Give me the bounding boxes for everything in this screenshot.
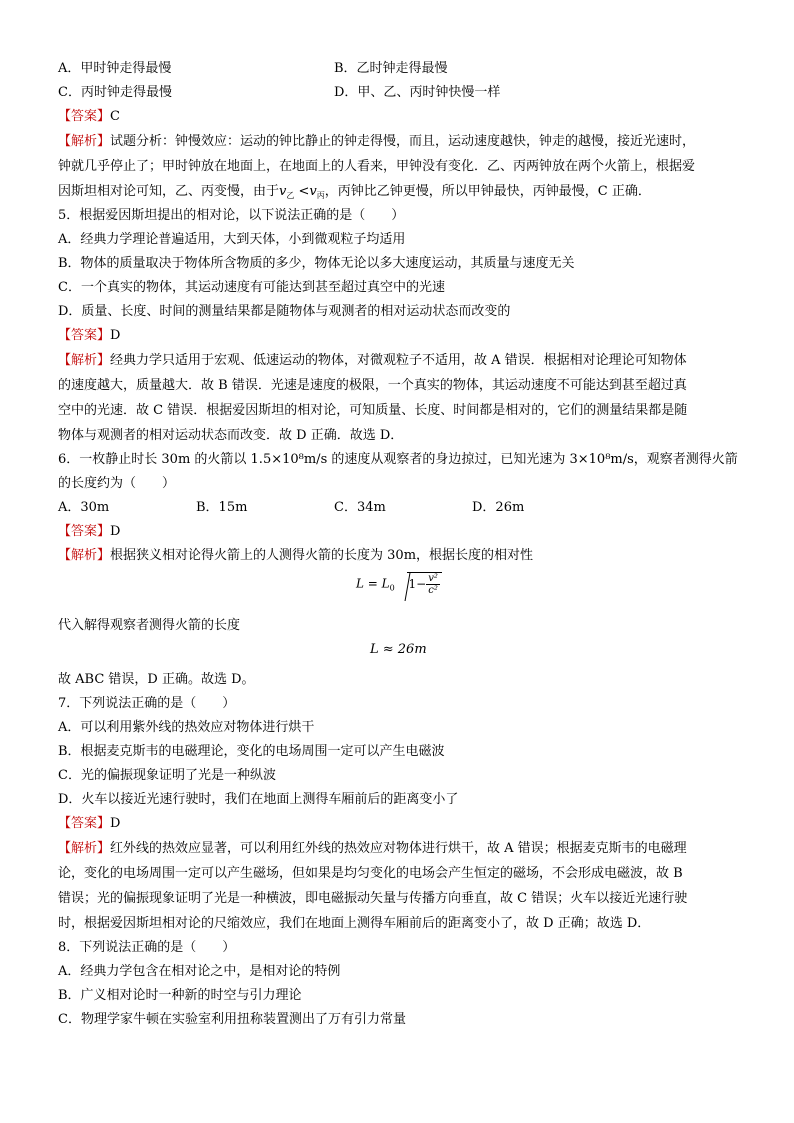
q7-explanation-line-2: 论，变化的电场周围一定可以产生磁场，但如果是均匀变化的电场会产生恒定的磁场，不会形成电磁波，故 B [58,866,683,881]
q4-explanation-line-2: 钟就几乎停止了；甲时钟放在地面上，在地面上的人看来，甲钟没有变化．乙、丙两钟放在两个火箭上，根据爱 [58,159,696,174]
document-page [58,57,738,1032]
q5-explanation-line-4: 物体与观测者的相对运动状态而改变．故 D 正确．故选 D． [58,428,404,443]
q8-option-c: C．物理学家牛顿在实验室利用扭称装置测出了万有引力常量 [58,1012,406,1027]
q6-explanation-line-1 [58,544,738,568]
q7-option-c: C．光的偏振现象证明了光是一种纵波 [58,768,276,783]
q5-option-c: C．一个真实的物体，其运动速度有可能达到甚至超过真空中的光速 [58,280,445,295]
answer-value: D [110,816,121,831]
answer-value: C [110,109,120,124]
q6-option-c: C．34m [334,500,386,515]
q4-options-row-2 [58,81,738,105]
q6-explanation-line-2: 代入解得观察者测得火箭的长度 [58,618,241,633]
q6-options-row [58,496,738,520]
q7-answer [58,812,738,836]
q7-stem: 7．下列说法正确的是（ ） [58,696,236,711]
q4-option-b: B．乙时钟走得最慢 [334,61,448,76]
answer-tag: 【答案】 [58,109,111,124]
answer-tag: 【答案】 [58,524,111,539]
q4-option-a: A．甲时钟走得最慢 [58,61,172,76]
answer-tag: 【答案】 [58,816,111,831]
explanation-tag: 【解析】 [58,548,111,563]
q5-stem: 5．根据爱因斯坦提出的相对论，以下说法正确的是（ ） [58,208,405,223]
explanation-tag: 【解析】 [58,134,111,149]
q4-option-d: D．甲、乙、丙时钟快慢一样 [334,85,501,100]
q7-explanation-line-4: 时，根据爱因斯坦相对论的尺缩效应，我们在地面上测得车厢前后的距离变小了，故 D 正确；故选 D． [58,916,651,931]
q5-option-a: A．经典力学理论普遍适用，大到天体，小到微观粒子均适用 [58,232,406,247]
q5-explanation-line-1 [58,348,738,373]
q8-stem: 8．下列说法正确的是（ ） [58,940,236,955]
q6-explanation-line-3: 故 ABC 错误，D 正确。故选 D。 [58,672,255,687]
explanation-text: 红外线的热效应显著，可以利用红外线的热效应对物体进行烘干，故 A 错误；根据麦克斯韦的电磁理 [110,841,687,856]
q6-option-a: A．30m [58,500,110,515]
q4-answer [58,105,738,129]
q5-answer [58,324,738,348]
q6-option-b: B．15m [196,500,248,515]
length-contraction-formula: $L = L_0$ 1− $\frac{\text{v²}}{\text{c²}}$ [58,568,738,614]
q7-option-a: A．可以利用紫外线的热效应对物体进行烘干 [58,720,315,735]
q7-explanation-line-3: 错误；光的偏振现象证明了光是一种横波，即电磁振动矢量与传播方向垂直，故 C 错误；火车以接近光速行驶 [58,891,688,906]
q7-explanation-line-1 [58,836,738,861]
q8-option-b: B．广义相对论时一种新的时空与引力理论 [58,988,302,1003]
q5-explanation-line-2: 的速度越大，质量越大．故 B 错误．光速是速度的极限，一个真实的物体，其运动速度不可能达到甚至超过真 [58,378,687,393]
q8-option-a: A．经典力学包含在相对论之中，是相对论的特例 [58,964,341,979]
explanation-tag: 【解析】 [58,353,111,368]
q4-explanation-line-1 [58,129,738,154]
answer-tag: 【答案】 [58,328,111,343]
q4-explanation-line-3 [58,179,738,204]
q6-option-d: D．26m [472,500,525,515]
explanation-tag: 【解析】 [58,841,111,856]
explanation-text: 根据狭义相对论得火箭上的人测得火箭的长度为 30m，根据长度的相对性 [110,548,534,563]
q5-option-d: D．质量、长度、时间的测量结果都是随物体与观测者的相对运动状态而改变的 [58,304,511,319]
explanation-text: 经典力学只适用于宏观、低速运动的物体，对微观粒子不适用，故 A 错误．根据相对论理论可知物体 [110,353,687,368]
explanation-text: ，丙钟比乙钟更慢，所以甲钟最快，丙钟最慢，C 正确． [324,184,651,199]
answer-value: D [110,328,121,343]
q7-option-b: B．根据麦克斯韦的电磁理论，变化的电场周围一定可以产生电磁波 [58,744,445,759]
explanation-text: 试题分析：钟慢效应：运动的钟比静止的钟走得慢，而且，运动速度越快，钟走的越慢，接近光速时， [110,134,696,149]
q5-option-b: B．物体的质量取决于物体所含物质的多少，物体无论以多大速度运动，其质量与速度无关 [58,256,575,271]
q4-options-row-1 [58,57,738,81]
explanation-text: 因斯坦相对论可知，乙、丙变慢，由于 [58,184,280,199]
q6-stem-line-1: 6．一枚静止时长 30m 的火箭以 1.5×10⁸m/s 的速度从观察者的身边掠过，已知光速为 3×10⁸m/s，观察者测得火箭 [58,452,738,467]
result-equation: L ≈ 26m [370,642,427,657]
q6-answer [58,520,738,544]
answer-value: D [110,524,121,539]
q7-option-d: D．火车以接近光速行驶时，我们在地面上测得车厢前后的距离变小了 [58,792,459,807]
q4-option-c: C．丙时钟走得最慢 [58,85,172,100]
q5-explanation-line-3: 空中的光速．故 C 错误．根据爱因斯坦的相对论，可知质量、长度、时间都是相对的，它们的测量结果都是随 [58,403,688,418]
velocity-comparison: $v_乙 <v_丙$ [279,184,325,200]
q6-stem-line-2: 的长度约为（ ） [58,476,176,491]
